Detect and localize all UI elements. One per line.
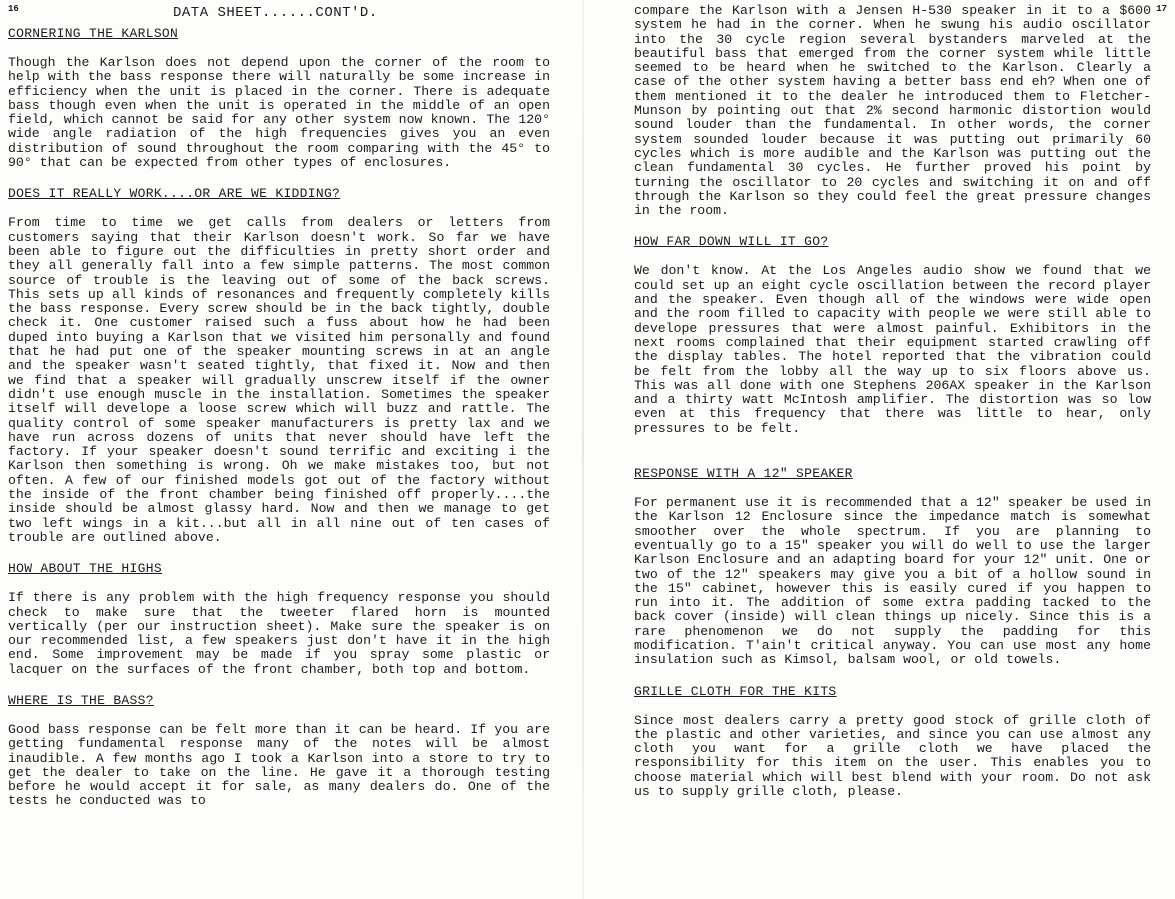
section-heading-does-it-work: DOES IT REALLY WORK....OR ARE WE KIDDING?	[8, 186, 341, 202]
right-page	[588, 0, 1175, 899]
page-number-right: 17	[1156, 4, 1167, 14]
section-heading-how-far-down: HOW FAR DOWN WILL IT GO?	[634, 234, 829, 250]
section-body-how-far-down: We don't know. At the Los Angeles audio show we found that we could set up an eight cycle oscillation between the record player and the speaker. Even though all of the windows were wide open and the room filled to capacity with people we were still able to develope pressures that were almost painful. Exhibitors in the next rooms complained that their equipment started crawling off the display tables. The hotel reported that the vibration could be felt from the lobby all the way up to six floors above us. This was all done with one Stephens 206AX speaker in the Karlson and a thirty watt McIntosh amplifier. The distortion was so low even at this frequency that there was little to hear, only pressures to be felt.	[634, 263, 1151, 436]
section-body-does-it-work: From time to time we get calls from dealers or letters from customers saying that their Karlson doesn't work. So far we have been able to figure out the difficulties in pretty short order and they all generally fall into a few simple patterns. The most common source of trouble is the leaving out of some of the back screws. This sets up all kinds of resonances and frequently completely kills the bass response. Every screw should be in the back tightly, double check it. One customer raised such a fuss about how he had been duped into buying a Karlson that we visited him personally and found that he had put one of the speaker mounting screws in at an angle and the speaker wasn't seated tightly, that fixed it. Now and then we find that a speaker will gradually unscrew itself if the owner didn't use enough muscle in the installation. Sometimes the speaker itself will develope a loose screw which will buzz and rattle. The quality control of some speaker manufacturers is pretty lax and we have run across dozens of units that never should have left the factory. If your speaker doesn't sound terrific and exciting i the Karlson then something is wrong. Oh we make mistakes too, but not often. A few of our finished models got out of the factory without the inside of the front chamber being finished off properly....the inside should be almost glassy hard. Now and then we manage to get two left wings in a kit...but all in all nine out of ten cases of trouble are outlined above.	[8, 215, 550, 545]
section-body-bass: Good bass response can be felt more than it can be heard. If you are getting fundamental response many of the notes will be almost inaudible. A few months ago I took a Karlson into a store to try to get the dealer to take on the line. He gave it a thorough testing before he would accept it for sale, as many dealers do. One of the tests he conducted was to	[8, 721, 550, 809]
section-heading-bass: WHERE IS THE BASS?	[8, 692, 154, 708]
section-heading-cornering: CORNERING THE KARLSON	[8, 26, 179, 41]
section-body-12-inch: For permanent use it is recommended that a 12" speaker be used in the Karlson 12 Enclosure since the impedance match is somewhat smoother over the whole spectrum. If you are planning to eventually go to a 15" speaker you will do well to use the larger Karlson Enclosure and an adapting board for your 12" unit. One or two of the 12" speakers may give you a bit of a hollow sound in the 15" cabinet, however this is easily cured if you happen to run into it. The addition of some extra padding tacked to the back cover (inside) will clean things up nicely. Since this is a rare phenomenon we do not supply the padding for this modification. T'ain't critical anyway. You can use most any home insulation such as Kimsol, balsam wool, or old towels.	[634, 495, 1151, 668]
running-head: DATA SHEET......CONT'D.	[173, 5, 378, 21]
page-gutter	[582, 0, 584, 899]
section-heading-highs: HOW ABOUT THE HIGHS	[8, 561, 162, 577]
section-body-cornering: Though the Karlson does not depend upon the corner of the room to help with the bass response there will naturally be some increase in efficiency when the unit is placed in the corner. There is adequate bass though even when the unit is operated in the middle of an open field, which cannot be said for any other system now known. The 120° wide angle radiation of the high frequencies gives you an even distribution of sound throughout the room comparing with the 45° to 90° that can be expected from other types of enclosures.	[8, 55, 550, 171]
section-heading-12-inch: RESPONSE WITH A 12" SPEAKER	[634, 466, 853, 482]
left-page	[0, 0, 580, 899]
section-body-highs: If there is any problem with the high frequency response you should check to make sure that the tweeter flared horn is mounted vertically (per our instruction sheet). Make sure the speaker is on our recommended list, a few speakers just don't have it in the high end. Some improvement may be made if you spray some plastic or lacquer on the surfaces of the front chamber, both top and bottom.	[8, 590, 550, 677]
section-body-grille-cloth: Since most dealers carry a pretty good stock of grille cloth of the plastic and other varieties, and since you can use almost any cloth you want for a grille cloth we have placed the responsibility for this item on the user. This enables you to choose material which will best blend with your room. Do not ask us to supply grille cloth, please.	[634, 712, 1151, 800]
section-heading-grille-cloth: GRILLE CLOTH FOR THE KITS	[634, 683, 837, 699]
page-number-left: 16	[8, 4, 19, 14]
continuation-paragraph: compare the Karlson with a Jensen H-530 speaker in it to a $600 system he had in the corner. When he swung his audio oscillator into the 30 cycle region several bystanders marveled at the beautiful bass that emerged from the corner system while little seemed to be heard when he switched to the Karlson. Clearly a case of the other system having a better bass end eh? When one of them mentioned it to the dealer he introduced them to Fletcher-Munson by pointing out that 2% second harmonic distortion would sound louder than the fundamental. In other words, the corner system sounded louder because it was putting out primarily 60 cycles which is more audible and the Karlson was putting out the clean fundamental 30 cycles. He further proved his point by turning the oscillator to 20 cycles and switching it on and off through the Karlson so they could feel the great pressure changes in the room.	[634, 3, 1151, 219]
